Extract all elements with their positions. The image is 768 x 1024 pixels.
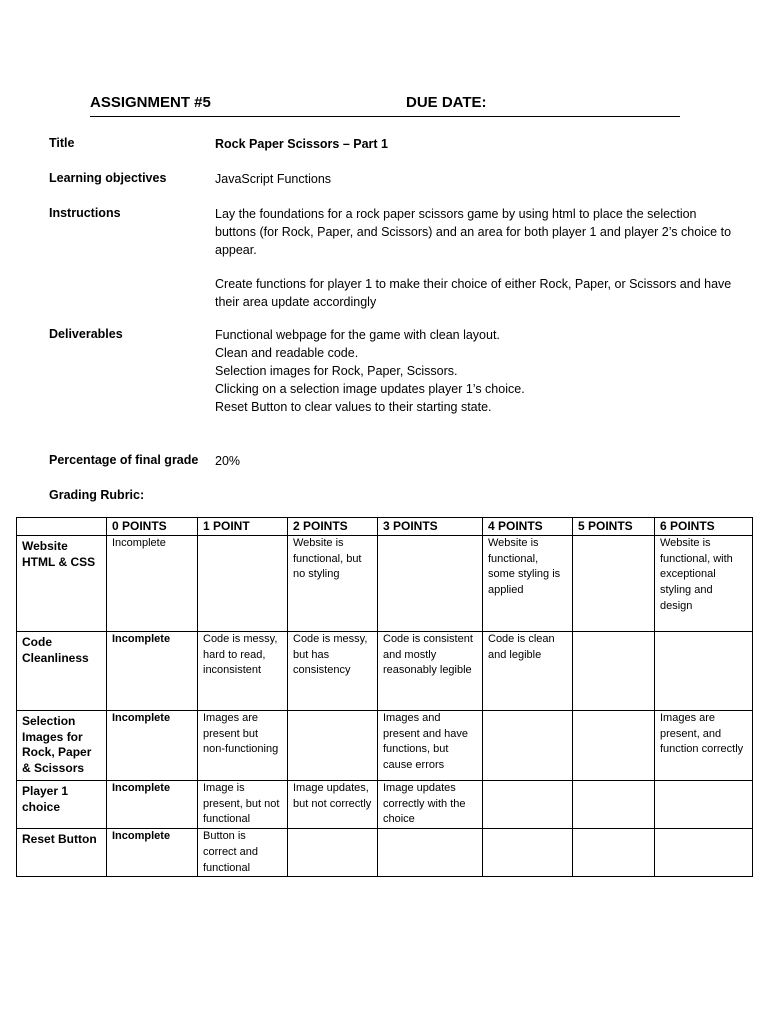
rubric-criterion: Reset Button [17,829,107,877]
rubric-column-header: 4 POINTS [483,518,573,536]
rubric-cell [378,829,483,877]
rubric-cell: Website is functional, with exceptional styling and design [655,536,753,632]
rubric-cell [573,536,655,632]
rubric-criterion: Player 1 choice [17,781,107,829]
rubric-cell: Images are present but non-functioning [198,711,288,781]
rubric-criterion: Selection Images for Rock, Paper & Scissors [17,711,107,781]
percentage-label: Percentage of final grade [49,453,199,467]
rubric-row [17,632,753,711]
rubric-cell: Code is messy, but has consistency [288,632,378,711]
deliverable-item: Reset Button to clear values to their starting state. [215,400,492,414]
rubric-cell [483,829,573,877]
rubric-cell [655,632,753,711]
rubric-header-row [17,518,753,536]
rubric-cell [573,711,655,781]
rubric-cell [573,829,655,877]
rubric-cell [198,536,288,632]
rubric-column-header: 0 POINTS [107,518,198,536]
rubric-cell: Image updates correctly with the choice [378,781,483,829]
rubric-row [17,781,753,829]
due-date-label: DUE DATE: [406,94,487,111]
rubric-row [17,829,753,877]
rubric-column-header: 1 POINT [198,518,288,536]
rubric-cell: Website is functional, but no styling [288,536,378,632]
rubric-cell: Image updates, but not correctly [288,781,378,829]
rubric-cell: Incomplete [107,536,198,632]
rubric-cell [288,829,378,877]
rubric-cell: Images are present, and function correctly [655,711,753,781]
rubric-cell: Incomplete [107,632,198,711]
deliverable-item: Functional webpage for the game with clean layout. [215,328,500,342]
deliverable-item: Selection images for Rock, Paper, Scissors. [215,364,458,378]
rubric-column-header [17,518,107,536]
rubric-cell: Images and present and have functions, but cause errors [378,711,483,781]
percentage-value: 20% [215,454,241,468]
rubric-cell [655,781,753,829]
rubric-criterion: Code Cleanliness [17,632,107,711]
rubric-cell: Incomplete [107,829,198,877]
title-value: Rock Paper Scissors – Part 1 [215,137,389,151]
assignment-number: ASSIGNMENT #5 [90,94,211,111]
rubric-row [17,536,753,632]
rubric-cell [573,781,655,829]
rubric-cell: Code is clean and legible [483,632,573,711]
rubric-cell: Incomplete [107,781,198,829]
instructions-label: Instructions [49,206,121,220]
rubric-cell [483,711,573,781]
rubric-cell [288,711,378,781]
grading-rubric-table [16,517,753,877]
rubric-cell [655,829,753,877]
deliverables-list [215,326,735,416]
deliverables-label: Deliverables [49,327,123,341]
rubric-cell: Button is correct and functional [198,829,288,877]
rubric-column-header: 2 POINTS [288,518,378,536]
rubric-cell: Image is present, but not functional [198,781,288,829]
rubric-cell: Website is functional, some styling is applied [483,536,573,632]
assignment-header [90,94,680,117]
rubric-cell: Code is consistent and mostly reasonably legible [378,632,483,711]
instructions-value [215,205,735,311]
rubric-column-header: 3 POINTS [378,518,483,536]
objectives-label: Learning objectives [49,171,167,185]
deliverable-item: Clean and readable code. [215,346,359,360]
rubric-column-header: 6 POINTS [655,518,753,536]
objectives-value: JavaScript Functions [215,172,332,186]
instructions-paragraph: Lay the foundations for a rock paper scissors game by using html to place the selection buttons (for Rock, Paper, and Scissors) and an area for both player 1 and player 2’s choice to appear. [215,207,732,257]
deliverable-item: Clicking on a selection image updates player 1’s choice. [215,382,525,396]
rubric-column-header: 5 POINTS [573,518,655,536]
rubric-cell [573,632,655,711]
rubric-row [17,711,753,781]
rubric-cell: Code is messy, hard to read, inconsistent [198,632,288,711]
title-label: Title [49,136,75,150]
rubric-criterion: Website HTML & CSS [17,536,107,632]
rubric-cell [378,536,483,632]
rubric-cell: Incomplete [107,711,198,781]
grading-rubric-label: Grading Rubric: [49,488,145,502]
rubric-cell [483,781,573,829]
instructions-paragraph: Create functions for player 1 to make their choice of either Rock, Paper, or Scissors and have their area update accordingly [215,277,732,309]
